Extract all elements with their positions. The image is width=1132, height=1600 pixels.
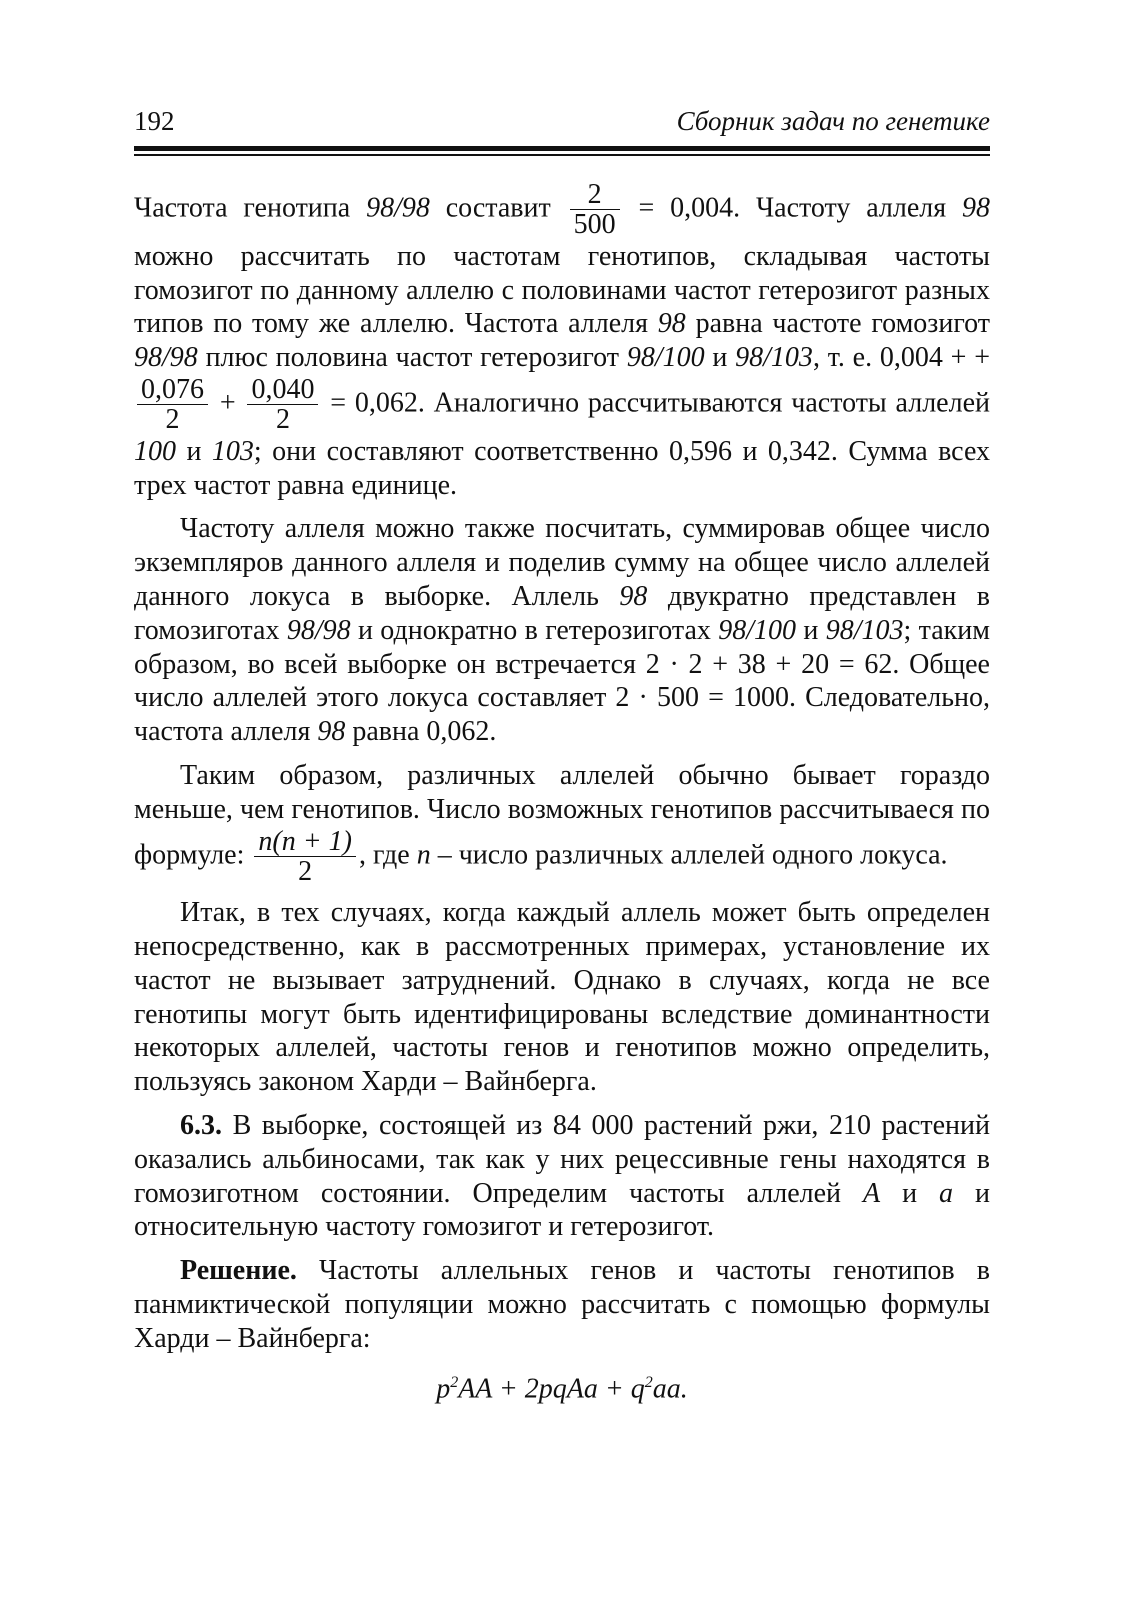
text-run: и относительную частоту гомозигот и гетерозигот. (134, 1177, 991, 1243)
text-run: ; они составляют соответственно 0,596 и 0,342. Сумма всех трех частот равна единице. (134, 435, 991, 501)
text-run: и (796, 614, 826, 646)
paragraph-1 (134, 180, 990, 502)
exponent: 2 (644, 1373, 653, 1391)
genotype-label: 98/98 (286, 614, 351, 646)
text-run: равна частоте гомозигот (685, 308, 990, 340)
text-run: и (176, 435, 212, 467)
fraction-genotype-count (254, 827, 356, 887)
fraction-0040-2 (247, 375, 318, 435)
allele-label: 98 (962, 192, 991, 224)
allele-label: 103 (211, 435, 254, 467)
allele-label: 98 (317, 716, 346, 748)
text-run: можно рассчитать по частотам генотипов, складывая частоты гомозигот по данному аллелю с половинами частот гетерозигот разных типов по тому же аллелю. Частота аллеля (134, 240, 990, 340)
formula-part: AA + 2pqAa + (458, 1372, 631, 1404)
genotype-label: 98/103 (825, 614, 904, 646)
genotype-label: 98/98 (134, 342, 198, 374)
genotype-label: 98/100 (718, 614, 797, 646)
text-run: плюс половина частот гетерозигот (197, 342, 627, 374)
allele-recessive: а (939, 1177, 954, 1209)
fraction-numerator: n(n + 1) (254, 827, 356, 857)
formula-q: q (630, 1372, 645, 1404)
text-run: составит (429, 192, 567, 224)
formula-part: aa. (652, 1372, 688, 1404)
allele-label: 98 (619, 580, 648, 612)
fraction-denominator: 2 (298, 855, 313, 887)
header-rule-thin (134, 154, 990, 156)
fraction-0076-2 (137, 375, 208, 435)
page-header (134, 106, 990, 137)
text-run: двукратно представлен в гомозиготах (134, 580, 990, 646)
text-run: равна 0,062. (345, 716, 497, 748)
text-run: ; таким образом, во всей выборке он встречается 2 · 2 + 38 + 20 = 62. Общее число аллелей этого локуса составляет 2 · 500 = 1000. Следовательно, частота аллеля (134, 614, 990, 748)
formula-p: p (436, 1372, 451, 1404)
text-run: = 0,004. Частоту аллеля (622, 192, 963, 224)
problem-number: 6.3. (180, 1110, 222, 1142)
genotype-label: 98/100 (626, 342, 705, 374)
allele-dominant: А (862, 1177, 881, 1209)
text-run: и (704, 342, 736, 374)
header-rule-thick (134, 146, 990, 151)
exponent: 2 (450, 1373, 459, 1391)
fraction-numerator: 0,040 (247, 375, 318, 405)
paragraph-2 (134, 512, 990, 749)
problem-6-3 (134, 1109, 990, 1244)
fraction-denominator: 500 (573, 209, 616, 241)
text-run: Частота генотипа (134, 192, 367, 224)
page-number: 192 (134, 106, 175, 136)
fraction-denominator: 2 (275, 404, 290, 436)
hardy-weinberg-formula (134, 1366, 990, 1406)
text-run: + (211, 387, 245, 419)
text-run: В выборке, состоящей из 84 000 растений ржи, 210 растений оказались альбиносами, так как у них рецессивные гены находятся в гомозиготном состоянии. Определим частоты аллелей (134, 1110, 990, 1209)
solution-paragraph (134, 1254, 990, 1355)
text-run: Частоты аллельных генов и частоты генотипов в панмиктической популяции можно рассчитать с помощью формулы Харди – Вайнберга: (134, 1255, 990, 1354)
paragraph-3 (134, 759, 990, 886)
main-text (134, 180, 990, 1406)
text-run: = 0,062. Аналогично рассчитываются частоты аллелей (321, 387, 990, 419)
genotype-label: 98/98 (366, 192, 430, 224)
text-run: , т. е. 0,004 + + (812, 342, 991, 374)
genotype-label: 98/103 (735, 342, 813, 374)
fraction-numerator: 2 (570, 180, 620, 210)
allele-label: 98 (657, 308, 686, 340)
text-run: , где (358, 838, 417, 870)
allele-label: 100 (134, 435, 176, 467)
solution-label: Решение. (180, 1255, 297, 1287)
fraction-2-500 (570, 180, 620, 240)
text-run: Частоту аллеля можно также посчитать, суммировав общее число экземпляров данного аллеля и поделив сумму на общее число аллелей данного локуса в выборке. Аллель (134, 513, 990, 612)
fraction-denominator: 2 (165, 404, 180, 436)
fraction-numerator: 0,076 (137, 375, 208, 405)
text-run: и однократно в гетерозиготах (350, 614, 719, 646)
text-run: Таким образом, различных аллелей обычно бывает гораздо меньше, чем генотипов. Число возможных генотипов рассчитываеся по формуле: (134, 759, 990, 870)
variable-n: n (416, 838, 431, 870)
paragraph-4: Итак, в тех случаях, когда каждый аллель может быть определен непосредственно, как в рассмотренных примерах, установление их частот не вызывает затруднений. Однако в случаях, когда не все генотипы могут быть идентифицированы вследствие доминантности некоторых аллелей, частоты генов и генотипов можно определить, пользуясь законом Харди – Вайнберга. (134, 897, 990, 1098)
running-title: Сборник задач по генетике (676, 106, 990, 136)
text-run: и (880, 1177, 940, 1209)
text-run: – число различных аллелей одного локуса. (430, 838, 948, 870)
